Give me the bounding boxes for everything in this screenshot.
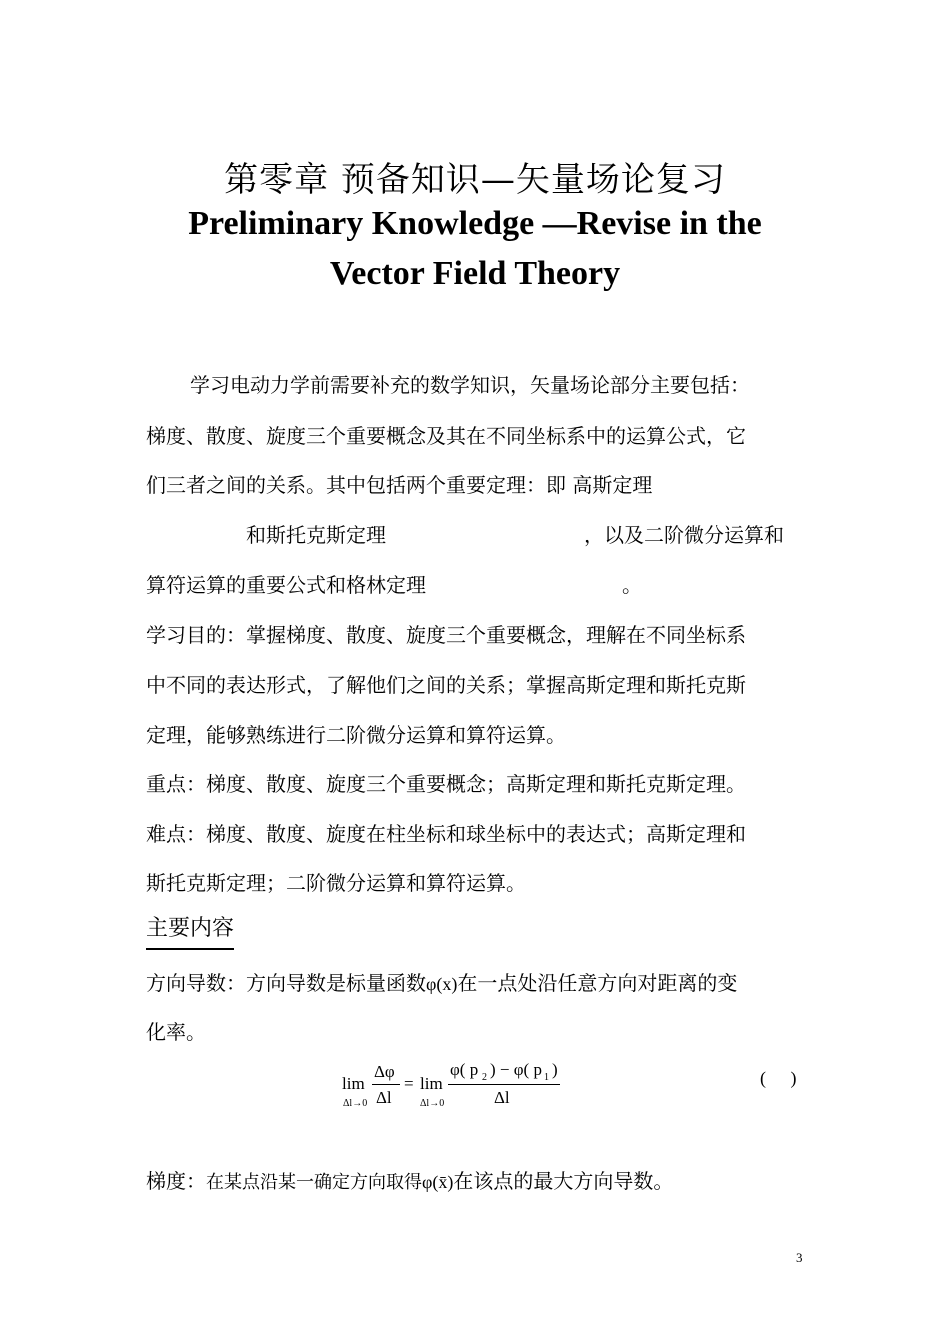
difficulties-line-2: 斯托克斯定理；二阶微分运算和算符运算。 bbox=[146, 871, 526, 895]
numerator-2-sub2: 2 bbox=[482, 1072, 487, 1083]
intro-line-5b: 。 bbox=[622, 573, 642, 597]
equals-sign: = bbox=[404, 1074, 414, 1093]
gradient-label: 梯度： bbox=[146, 1169, 206, 1193]
limit-2-subscript: Δl→0 bbox=[420, 1098, 445, 1109]
denominator-2: Δl bbox=[494, 1088, 510, 1107]
intro-line-3: 们三者之间的关系。其中包括两个重要定理：即 高斯定理 bbox=[146, 473, 653, 497]
key-points: 重点：梯度、散度、旋度三个重要概念；高斯定理和斯托克斯定理。 bbox=[146, 772, 746, 796]
limit-1: lim bbox=[342, 1074, 365, 1093]
fraction-bar-2 bbox=[448, 1084, 560, 1085]
numerator-1: Δφ bbox=[374, 1062, 395, 1081]
intro-line-4b: ，以及二阶微分运算和 bbox=[584, 523, 784, 547]
limit-1-subscript: Δl→0 bbox=[343, 1098, 368, 1109]
numerator-2-b: ) − φ( p bbox=[490, 1060, 542, 1079]
intro-line-5a: 算符运算的重要公式和格林定理 bbox=[146, 573, 426, 597]
numerator-2-c: ) bbox=[552, 1060, 558, 1079]
intro-line-4a: 和斯托克斯定理 bbox=[246, 523, 386, 547]
intro-line-1: 学习电动力学前需要补充的数学知识，矢量场论部分主要包括： bbox=[190, 373, 750, 397]
gradient-scalar-math: φ(x̄) bbox=[422, 1172, 454, 1192]
page-number: 3 bbox=[796, 1250, 803, 1265]
gradient-definition bbox=[146, 1166, 673, 1196]
main-content-heading: 主要内容 bbox=[146, 914, 234, 950]
objectives-line-2: 中不同的表达形式，了解他们之间的关系；掌握高斯定理和斯托克斯 bbox=[146, 673, 746, 697]
directional-derivative-formula bbox=[340, 1058, 570, 1118]
directional-derivative-line-1 bbox=[146, 968, 737, 998]
gradient-text-b: 在某点沿某一确定方向取得 bbox=[206, 1172, 422, 1193]
scalar-function-math: φ(x) bbox=[426, 974, 458, 994]
limit-2: lim bbox=[420, 1074, 443, 1093]
chapter-title-chinese: 第零章 预备知识—矢量场论复习 bbox=[224, 160, 726, 200]
fraction-bar-1 bbox=[372, 1084, 400, 1085]
directional-text-b: 在一点处沿任意方向对距离的变 bbox=[457, 971, 738, 995]
gradient-text-c: 在该点的最大方向导数。 bbox=[453, 1169, 674, 1193]
intro-line-2: 梯度、散度、旋度三个重要概念及其在不同坐标系中的运算公式，它 bbox=[146, 424, 746, 448]
chapter-title-english-line2: Vector Field Theory bbox=[329, 255, 621, 292]
numerator-2-a: φ( p bbox=[450, 1060, 479, 1079]
equation-number: ( ) bbox=[760, 1068, 807, 1088]
directional-derivative-line-2: 化率。 bbox=[146, 1020, 206, 1044]
objectives-line-1: 学习目的：掌握梯度、散度、旋度三个重要概念，理解在不同坐标系 bbox=[146, 623, 746, 647]
denominator-1: Δl bbox=[376, 1088, 392, 1107]
objectives-line-3: 定理，能够熟练进行二阶微分运算和算符运算。 bbox=[146, 723, 566, 747]
numerator-2-sub1: 1 bbox=[544, 1072, 549, 1083]
chapter-title-english-line1: Preliminary Knowledge —Revise in the bbox=[188, 205, 762, 242]
difficulties-line-1: 难点：梯度、散度、旋度在柱坐标和球坐标中的表达式；高斯定理和 bbox=[146, 822, 746, 846]
directional-text-a: 方向导数：方向导数是标量函数 bbox=[146, 971, 426, 995]
